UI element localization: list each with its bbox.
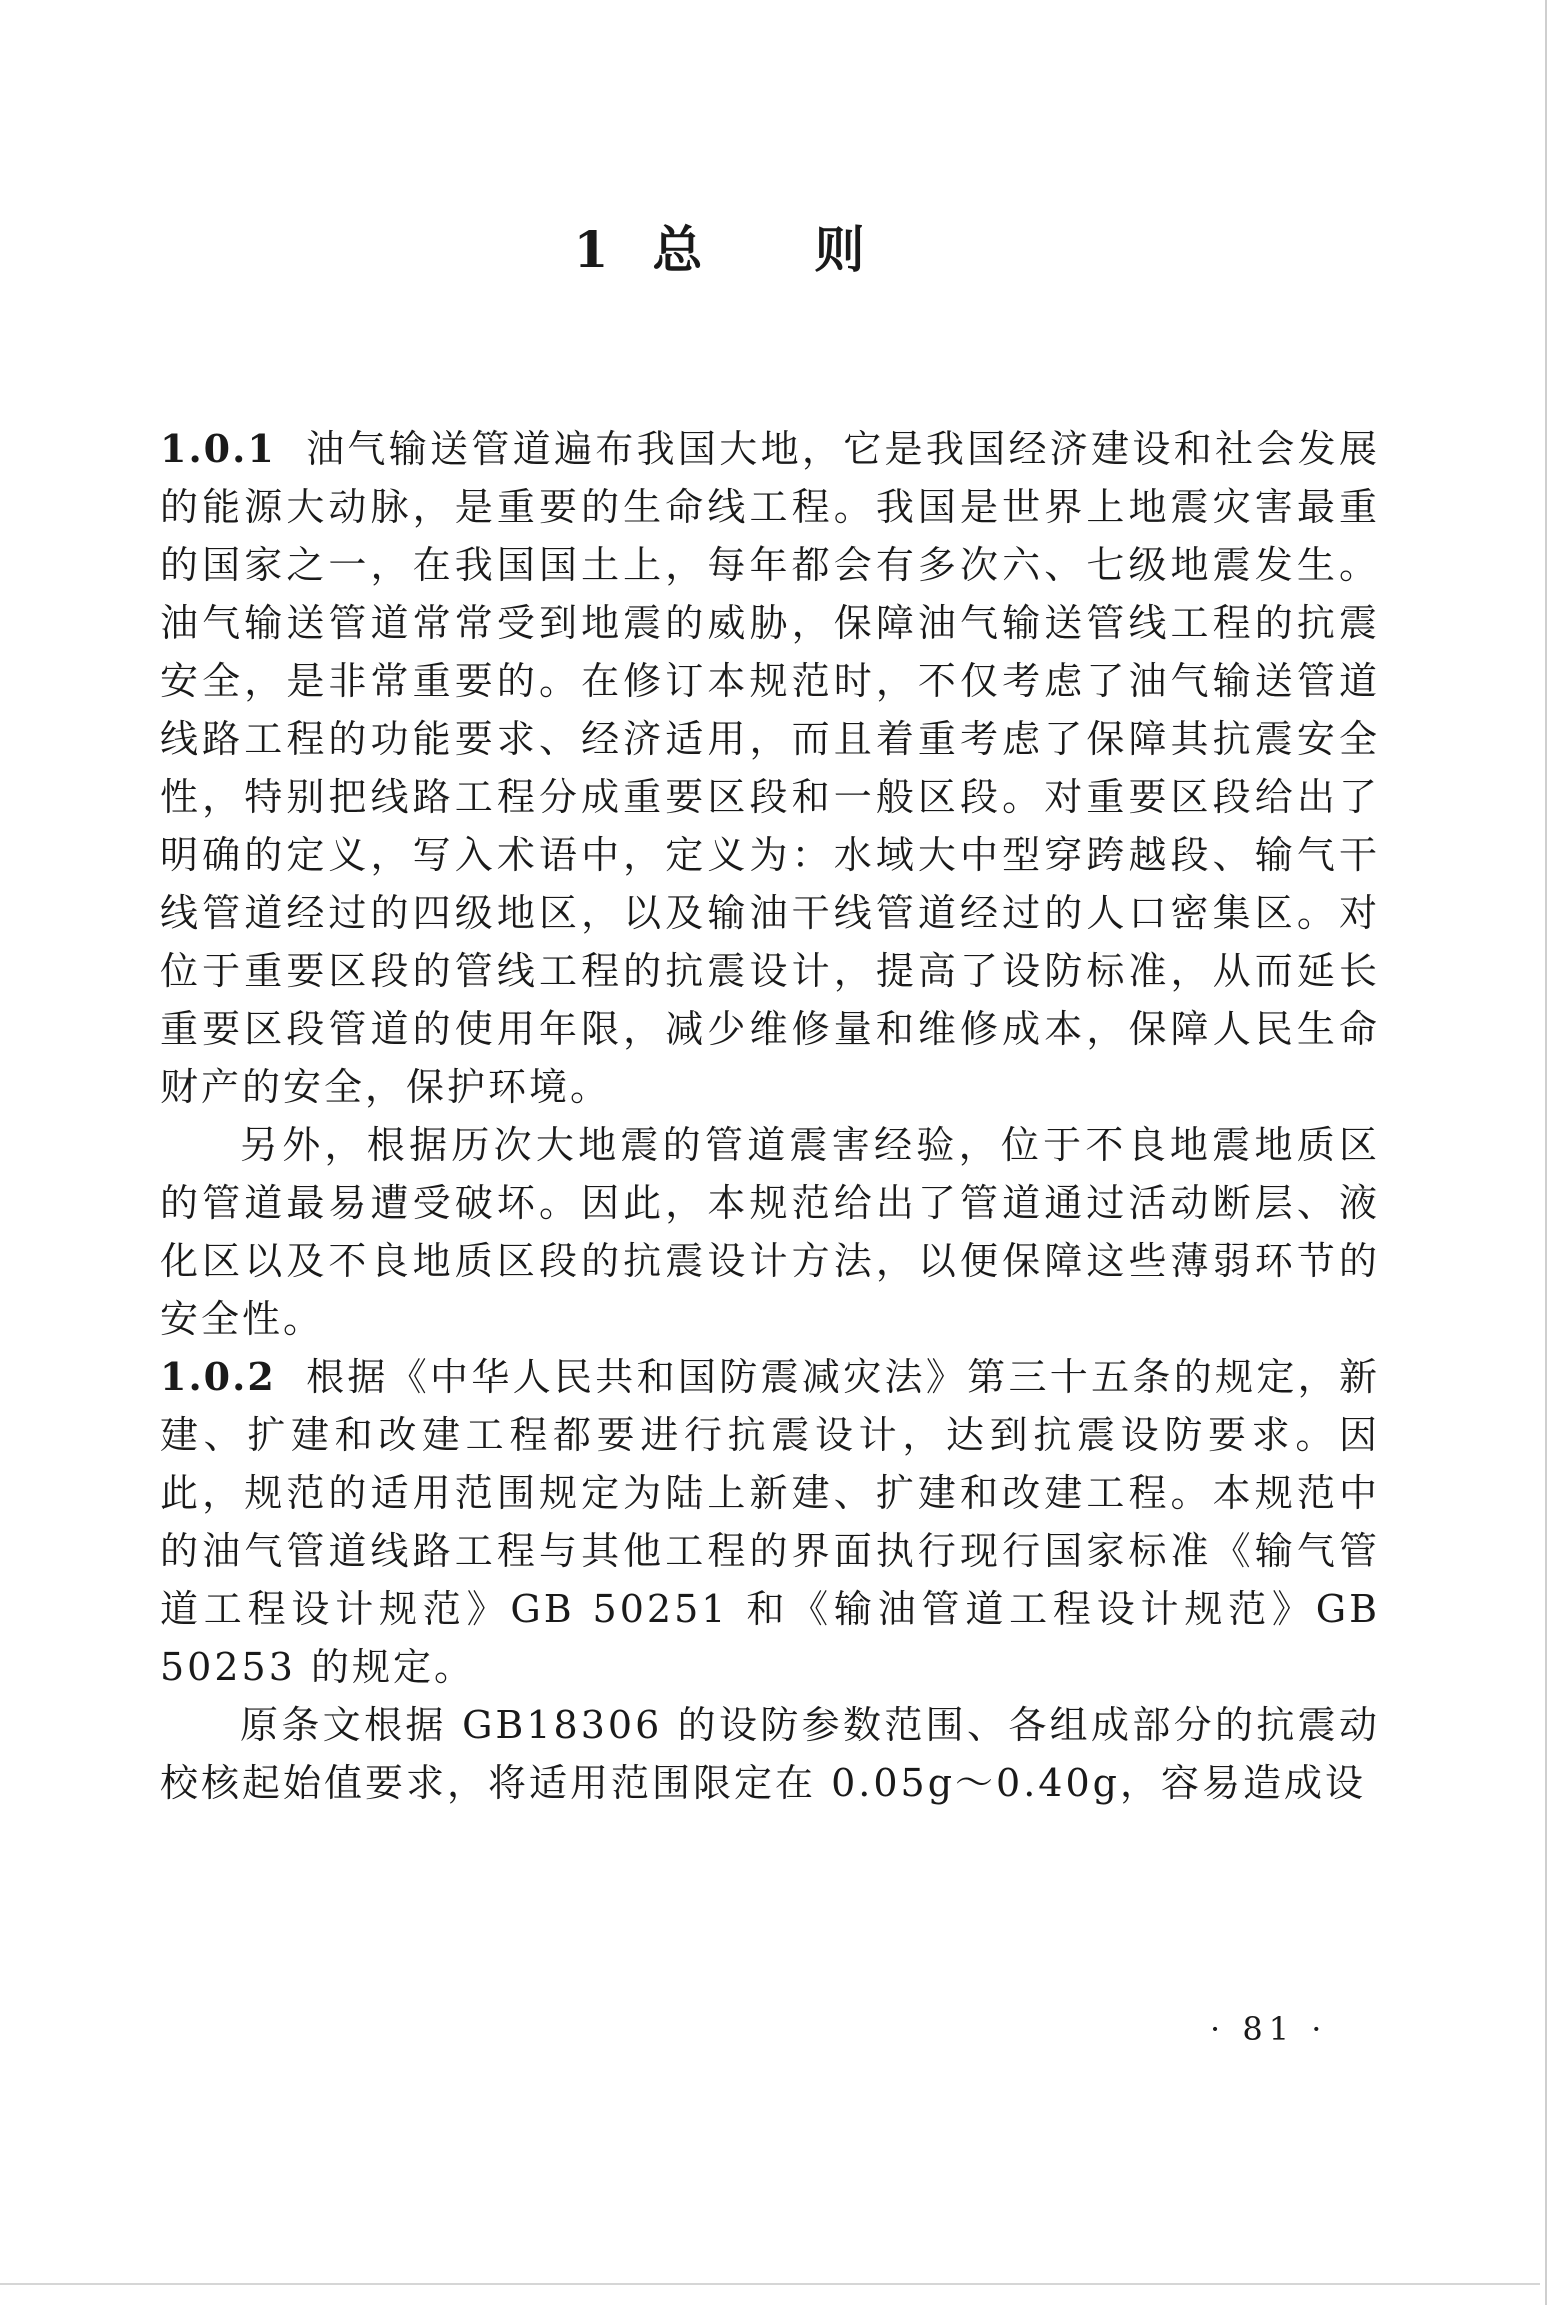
body-text: [160, 420, 1380, 1812]
chapter-title: [0, 215, 1440, 285]
page-right-border: [1545, 0, 1547, 2305]
page-bottom-border: [0, 2283, 1540, 2285]
clause-number: 1.0.1: [160, 426, 276, 471]
chapter-title-part1: 总: [652, 220, 705, 279]
chapter-title-part2: 则: [814, 220, 867, 279]
clause-1-0-2: [160, 1348, 1380, 1696]
clause-text: 油气输送管道遍布我国大地，它是我国经济建设和社会发展的能源大动脉，是重要的生命线工程。我国是世界上地震灾害最重的国家之一，在我国国土上，每年都会有多次六、七级地震发生。油气输送管道常常受到地震的威胁，保障油气输送管线工程的抗震安全，是非常重要的。在修订本规范时，不仅考虑了油气输送管道线路工程的功能要求、经济适用，而且着重考虑了保障其抗震安全性，特别把线路工程分成重要区段和一般区段。对重要区段给出了明确的定义，写入术语中，定义为：水域大中型穿跨越段、输气干线管道经过的四级地区，以及输油干线管道经过的人口密集区。对位于重要区段的管线工程的抗震设计，提高了设防标准，从而延长重要区段管道的使用年限，减少维修量和维修成本，保障人民生命财产的安全，保护环境。: [160, 427, 1380, 1109]
clause-1-0-1: [160, 420, 1380, 1116]
clause-text: 根据《中华人民共和国防震减灾法》第三十五条的规定，新建、扩建和改建工程都要进行抗震设计，达到抗震设防要求。因此，规范的适用范围规定为陆上新建、扩建和改建工程。本规范中的油气管道线路工程与其他工程的界面执行现行国家标准《输气管道工程设计规范》GB 50251 和《输油管道工程设计规范》GB 50253 的规定。: [160, 1355, 1380, 1689]
page-number: · 81 ·: [1210, 2010, 1328, 2048]
clause-number: 1.0.2: [160, 1354, 276, 1399]
clause-1-0-2-paragraph-2: 原条文根据 GB18306 的设防参数范围、各组成部分的抗震动校核起始值要求，将适用范围限定在 0.05g～0.40g，容易造成设: [160, 1703, 1380, 1805]
clause-1-0-1-paragraph-2: 另外，根据历次大地震的管道震害经验，位于不良地震地质区的管道最易遭受破坏。因此，本规范给出了管道通过活动断层、液化区以及不良地质区段的抗震设计方法，以便保障这些薄弱环节的安全性。: [160, 1123, 1380, 1341]
chapter-number: 1: [573, 220, 611, 279]
